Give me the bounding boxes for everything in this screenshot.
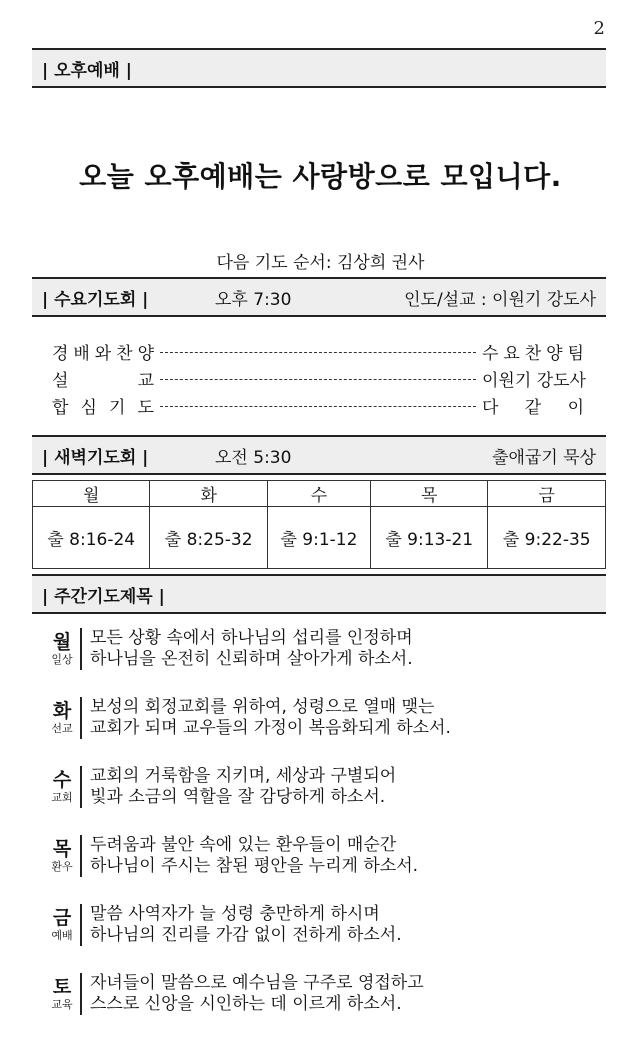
next-prayer-order: 다음 기도 순서: 김상희 권사 — [216, 253, 425, 273]
reading-day-header: 수 — [267, 481, 370, 507]
reading-cell: 출 8:16-24 — [33, 507, 150, 569]
weekly-item-tue — [46, 697, 586, 739]
order-value-char: 팀 — [567, 344, 584, 364]
weekly-item-fri — [46, 904, 586, 946]
reading-cell: 출 8:25-32 — [150, 507, 267, 569]
dawn-section-title: | 새벽기도회 | — [42, 447, 149, 468]
weekly-line: 하나님을 온전히 신뢰하며 살아가게 하소서. — [90, 649, 413, 669]
weekly-line: 자녀들이 말씀으로 예수님을 구주로 영접하고 — [90, 973, 424, 993]
order-label-char: 찬 — [116, 344, 133, 364]
reading-cell: 출 9:13-21 — [371, 507, 488, 569]
wednesday-order-list — [52, 338, 584, 419]
order-value-char: 이 — [567, 398, 584, 418]
order-label — [52, 366, 154, 391]
weekly-topic: 선교 — [51, 722, 73, 735]
reading-day-header: 목 — [371, 481, 488, 507]
reading-day-header: 화 — [150, 481, 267, 507]
reading-day-header: 월 — [33, 481, 150, 507]
order-label-char: 합 — [52, 398, 69, 418]
divider — [80, 766, 82, 808]
order-row — [52, 392, 584, 419]
wednesday-time: 오후 7:30 — [215, 289, 292, 310]
order-label-char: 교 — [137, 371, 154, 391]
wednesday-section-title: | 수요기도회 | — [42, 289, 149, 310]
weekly-item-mon — [46, 628, 586, 670]
weekly-line: 교회가 되며 교우들의 가정이 복음화되게 하소서. — [90, 718, 451, 738]
weekly-topic: 환우 — [51, 860, 73, 873]
weekly-topic: 교회 — [51, 791, 73, 804]
afternoon-section-header — [32, 48, 606, 88]
weekly-line: 스스로 신앙을 시인하는 데 이르게 하소서. — [90, 994, 402, 1014]
weekly-day: 토 — [52, 976, 72, 998]
afternoon-section-title: | 오후예배 | — [42, 60, 132, 81]
divider — [80, 973, 82, 1015]
weekly-section-header — [32, 574, 606, 614]
wednesday-section-header — [32, 277, 606, 317]
dotted-leader — [160, 379, 476, 380]
weekly-line: 하나님이 주시는 참된 평안을 누리게 하소서. — [90, 856, 419, 876]
order-row — [52, 338, 584, 365]
dotted-leader — [160, 406, 476, 407]
dawn-note: 출애굽기 묵상 — [492, 447, 596, 468]
divider — [80, 628, 82, 670]
order-label-char: 와 — [94, 344, 112, 364]
weekly-day: 금 — [52, 907, 72, 929]
weekly-day: 목 — [52, 838, 72, 860]
dawn-time: 오전 5:30 — [215, 447, 292, 468]
weekly-line: 모든 상황 속에서 하나님의 섭리를 인정하며 — [90, 628, 413, 648]
dotted-leader — [160, 352, 476, 353]
order-label-char: 배 — [73, 344, 90, 364]
divider — [80, 697, 82, 739]
reading-header-row — [33, 481, 606, 507]
dawn-section-header — [32, 435, 606, 475]
order-value-char: 다 — [482, 398, 499, 418]
order-label-char: 기 — [109, 398, 126, 418]
weekly-line: 교회의 거룩함을 지키며, 세상과 구별되어 — [90, 766, 397, 786]
weekly-prayer-list — [46, 628, 586, 1037]
order-value-char: 양 — [546, 344, 563, 364]
weekly-section-title: | 주간기도제목 | — [42, 586, 165, 607]
weekly-line: 두려움과 불안 속에 있는 환우들이 매순간 — [90, 835, 397, 855]
order-label-char: 심 — [80, 398, 97, 418]
order-label — [52, 393, 154, 418]
order-value — [482, 366, 584, 391]
order-value-char: 같 — [524, 398, 542, 418]
order-label-char: 양 — [137, 344, 154, 364]
weekly-line: 빛과 소금의 역할을 잘 감당하게 하소서. — [90, 787, 386, 807]
weekly-item-thu — [46, 835, 586, 877]
page-number: 2 — [593, 18, 605, 39]
order-value-char: 이원기 강도사 — [482, 371, 586, 391]
weekly-line: 하나님의 진리를 가감 없이 전하게 하소서. — [90, 925, 402, 945]
order-row — [52, 365, 584, 392]
order-value — [482, 339, 584, 364]
order-label-char: 경 — [52, 344, 69, 364]
weekly-topic: 예배 — [51, 929, 73, 942]
order-value-char: 수 — [482, 344, 499, 364]
order-label-char: 설 — [52, 371, 69, 391]
divider — [80, 835, 82, 877]
weekly-topic: 교육 — [51, 998, 73, 1011]
weekly-item-sat — [46, 973, 586, 1015]
divider — [80, 904, 82, 946]
order-label-char: 도 — [137, 398, 154, 418]
reading-cell: 출 9:22-35 — [488, 507, 606, 569]
order-value-char: 요 — [503, 344, 520, 364]
weekly-day: 월 — [52, 631, 72, 653]
weekly-day: 화 — [52, 700, 72, 722]
reading-row — [33, 507, 606, 569]
weekly-topic: 일상 — [51, 653, 73, 666]
dawn-reading-table — [32, 480, 606, 569]
order-value-char: 찬 — [524, 344, 542, 364]
order-value — [482, 393, 584, 418]
reading-day-header: 금 — [488, 481, 606, 507]
afternoon-headline: 오늘 오후예배는 사랑방으로 모입니다. — [79, 160, 562, 193]
weekly-day: 수 — [52, 769, 72, 791]
weekly-item-wed — [46, 766, 586, 808]
order-label — [52, 339, 154, 364]
weekly-line: 말씀 사역자가 늘 성령 충만하게 하시며 — [90, 904, 380, 924]
reading-cell: 출 9:1-12 — [267, 507, 370, 569]
weekly-line: 보성의 회정교회를 위하여, 성령으로 열매 맺는 — [90, 697, 435, 717]
wednesday-leader: 인도/설교 : 이원기 강도사 — [404, 289, 596, 310]
